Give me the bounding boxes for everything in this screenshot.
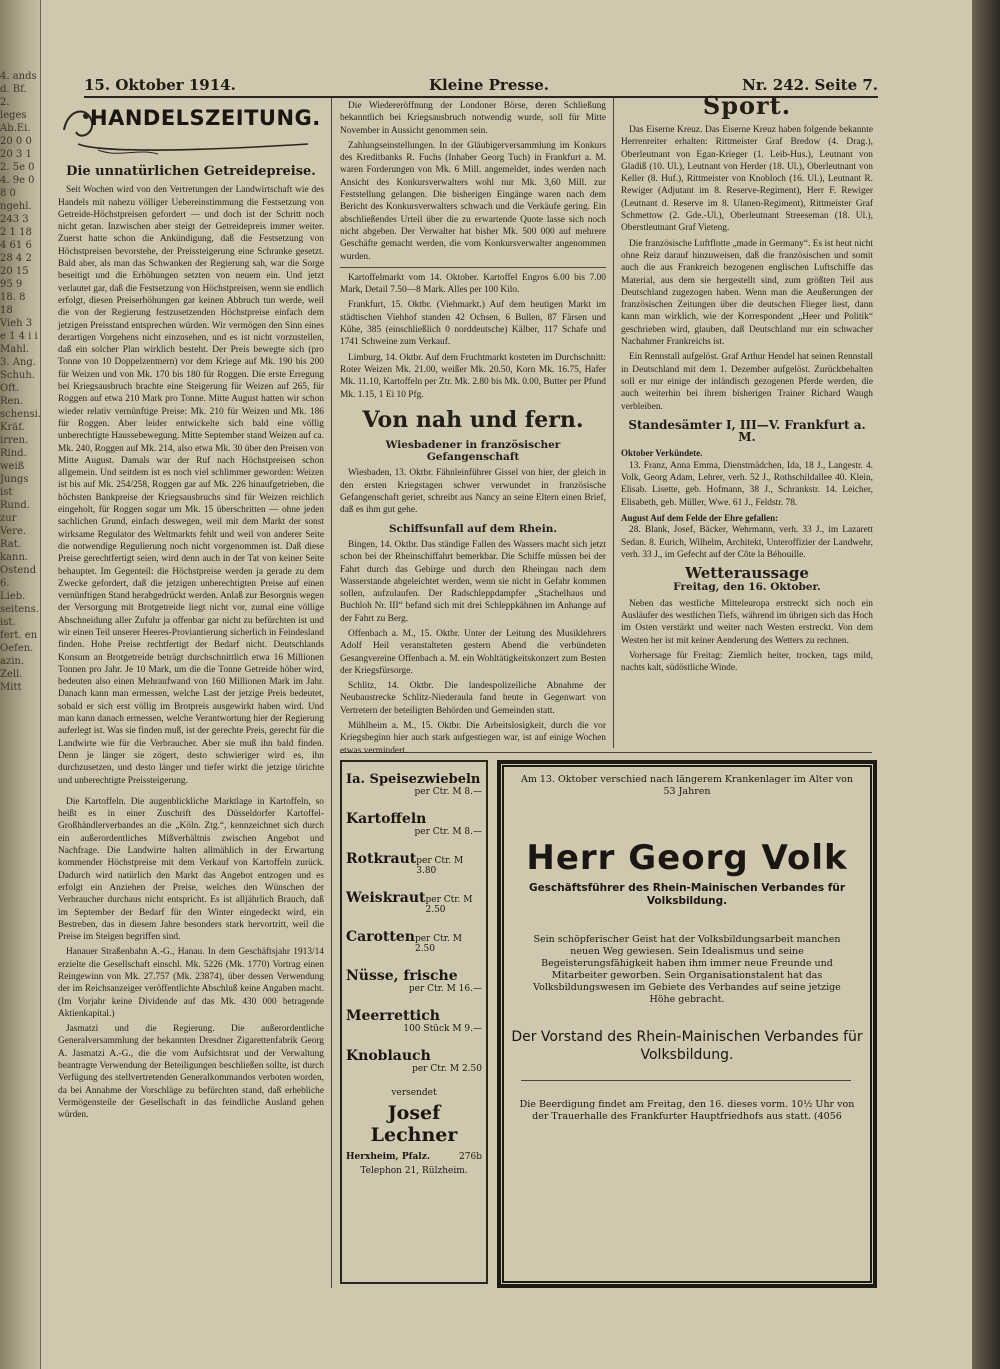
seller-address: Herxheim, Pfalz. 276b (346, 1152, 482, 1162)
article-paragraph: Schlitz, 14. Oktbr. Die landespolizeiliche Abnahme der Neubaustrecke Schlitz-Niederaula fand heute in Gegenwart von Vertretern der beteiligten Behörden und Gemeinden statt. (340, 681, 606, 716)
notice-signature: Der Vorstand des Rhein-Mainischen Verbandes für Volksbildung. (511, 1029, 863, 1063)
ad-item: Nüsse, frische (346, 968, 458, 984)
article-paragraph: Offenbach a. M., 15. Oktbr. Unter der Leitung des Musiklehrers Adolf Heil veranstalteten gestern Abend die verbündeten Gesangvereine Offenbach a. M. ein Wohltätigkeitskonzert zum Besten der Kriegsfürsorge. (340, 628, 606, 676)
deceased-role: Geschäftsführer des Rhein-Mainischen Verbandes für Volksbildung. (528, 882, 846, 907)
ad-item-price: per Ctr. M 16.— (408, 984, 482, 994)
ad-item: Knoblauch (346, 1048, 431, 1064)
produce-advertisement (340, 760, 488, 1284)
ad-item: Kartoffeln (346, 811, 427, 827)
seller-phone: Telephon 21, Rülzheim. (360, 1166, 468, 1176)
list-subheading: August Auf dem Felde der Ehre gefallen: (621, 512, 779, 523)
notice-text: Sein schöpferischer Geist hat der Volksbildungsarbeit manchen neuen Weg gewiesen. Sein Idealismus und seine Begeisterungsfähigkeit haben ihm immer neue Freunde und Mitarbeiter geworben. Sein Organisationstalent hat das Volksbildungswesen im Gebiete des Verbandes auf seine jetzige Höhe gebracht. (533, 934, 841, 1005)
article-paragraph: Limburg, 14. Oktbr. Auf dem Fruchtmarkt kosteten im Durchschnitt: Roter Weizen Mk. 21.00, weißer Mk. 20.50, Korn Mk. 16.75, Hafer Mk. 11.10, Kartoffeln per Ztr. Mk. 2.80 bis Mk. 0.00, Butter per Pfund Mk. 1.15, 1 Ei 10 Pfg. (340, 352, 606, 400)
article-paragraph: Bingen, 14. Oktbr. Das ständige Fallen des Wassers macht sich jetzt schon bei der Rheinschiffahrt bemerkbar. Die Schiffe müssen bei der Fahrt durch das Gebirge und durch den Rheingau nach dem Wasserstande abgeleichtet werden, wenn sie nicht in Gefahr kommen sollen, aufzulaufen. Der Radschleppdampfer „Stachelhaus und Buchloh Nr. III“ befand sich mit drei Schleppkähnen im Anhange auf der Fahrt zu Berg. (340, 539, 606, 624)
article-paragraph: Wiesbaden, 13. Oktbr. Fähnleinführer Gissel von hier, der gleich in den ersten Kriegstagen schwer verwundet in französische Gefangenschaft geriet, schreibt aus Nancy an seine Eltern einen Brief, daß es ihm gut gehe. (340, 468, 606, 516)
handelszeitung-banner (58, 100, 324, 160)
article-paragraph: Die französische Luftflotte „made in Germany“. Es ist heut nicht ohne Reiz darauf hinzuweisen, daß die französischen und somit auch die aus Frankreich bezogenen englischen Luftschiffe das Material, aus dem sie hergestellt sind, zum größten Teil aus Deutschland zugezogen haben. Wenn man die Aeußerungen der französischen Zeitungen über die deutschen Flieger liest, dann kann man wirklich, wie der Korrespondent „Heer und Politik“ geschrieben wird, glauben, daß Deutschland nur ein schwacher Nachahmer Frankreichs ist. (621, 238, 873, 348)
death-notice (497, 760, 877, 1288)
column-rule (613, 98, 614, 748)
article-headline: Die unnatürlichen Getreidepreise. (66, 164, 316, 179)
funeral-info: Die Beerdigung findet am Freitag, den 16. dieses vorm. 10½ Uhr von der Trauerhalle des Frankfurter Hauptfriedhofs aus statt. (4056 (519, 1099, 855, 1122)
article-paragraph: Die Kartoffeln. Die augenblickliche Marktlage in Kartoffeln, so heißt es in einer Zuschrift des Düsseldorfer Kartoffel-Großhändlerverbandes an die „Köln. Ztg.“, kennzeichnet sich durch ein außerordentliches Mißverhältnis zwischen Angebot und Nachfrage. Die Landwirte halten allmählich in der Erwartung kommender Höchstpreise mit dem Verkauf von Kartoffeln zurück. Dadurch wird natürlich den Markt das Angebot entzogen und es erfolgt ein Anziehen der Preise, welches den Wünschen der Verbraucher durchaus nicht entspricht. Es ist alljährlich Brauch, daß im September der Bedarf für den Winter eingedeckt wird, ein Bestreben, das in diesem Jahre besonders stark hervortritt, weil die Preise im Steigen begriffen sind. (58, 796, 324, 943)
article-paragraph: Zahlungseinstellungen. In der Gläubigerversammlung im Konkurs des Kreditbanks R. Fuchs (Inhaber Georg Tuch) in Frankfurt a. M. waren Forderungen von Mk. 6 Mill. angemeldet, indes werden nach Ansicht des Konkursverwalters wohl nur Mk. 3,60 Mill. zur Feststellung gelangen. Die bisherigen Eingänge waren nach dem Bericht des Konkursverwalters schwach und die Verkäufe gering. Ein abschließendes Urteil über die zu erwartende Quote lasse sich noch nicht abgeben. Der Verwalter hat bisher Mk. 500 000 auf mehrere Geschäfte gemacht werden, die vom Konkursverwalter angenommen wurden. (340, 140, 606, 262)
ad-item-price: per Ctr. M 2.50 (412, 1064, 482, 1074)
header-paper-name: Kleine Presse. (429, 76, 550, 94)
article-paragraph: Hanauer Straßenbahn A.-G., Hanau. In dem Geschäftsjahr 1913/14 erzielte die Gesellschaft einschl. Mk. 5226 (Mk. 1770) Vortrag einen Reingewinn von Mk. 27.757 (Mk. 23874), über dessen Verwendung der im Reichsanzeiger veröffentlichte Abschluß keine Angaben macht. (Im Vorjahr keine Dividende auf das Mk. 430 000 betragende Aktienkapital.) (58, 947, 324, 1019)
page-edge-shadow (972, 0, 1000, 1369)
notice-divider (521, 1080, 851, 1081)
list-item: 13. Franz, Anna Emma, Dienstmädchen, Ida, 18 J., Langestr. 4. Volk, Georg Adam, Lehrer, verh. 52 J., Rothschildallee 40. Klein, Elisab. Lisette, geb. Hofmann, 38 J., Schrankstr. 14. Leicher, Elisabeth, geb. Müller, Wwe. 61 J., Feldstr. 78. (621, 460, 873, 508)
seller-name: Josef Lechner (370, 1102, 458, 1146)
header-issue: Nr. 242. Seite 7. (742, 76, 878, 94)
list-subheading: Oktober Verkündete. (621, 448, 703, 459)
section-heading: Von nah und fern. (362, 406, 584, 433)
item-name: Ia. Speisezwiebeln (346, 772, 481, 787)
article-paragraph: Neben das westliche Mitteleuropa erstreckt sich noch ein Ausläufer des westlichen Tiefs, während im übrigen sich das Hoch im Osten verstärkt und weiter nach Westen erstreckt. Von dem Westen her ist mit keiner Aenderung des Wetters zu rechnen. (621, 598, 873, 646)
previous-page-column: 4. ands d. Bf. 2. leges Ab.Ei. 20 0 0 20 3 1 2. 5e 0 4. 9e 0 8 0 ngehl. 243 3 2 1 18 4 61 6 28 4 2 20 15 95 9 18. 8 18 Vieh 3 e 1 4 i i Mahl. 3. Ang. Schuh. Oft. Ren. schensi. Kräf. irren. Rind. weiß Jungs ist Rund. zur Vere. Rat. kann. Ostend 6. Lieb. seitens. ist. fert. en Oefen. azin. Zell. Mitt (0, 71, 42, 693)
article-paragraph: Die Wiedereröffnung der Londoner Börse, deren Schließung bekanntlich bei Kriegsausbruch notwendig wurde, soll für Mitte November in Aussicht genommen sein. (340, 101, 606, 136)
article-paragraph: Ein Rennstall aufgelöst. Graf Arthur Hendel hat seinen Rennstall in Deutschland mit dem 1. Dezember aufgelöst. Zurückbehalten soll er nur einige der inländisch gezogenen Pferde werden, die auch weiterhin bei ihrem bisherigen Trainer Richard Waugh verbleiben. (621, 352, 873, 412)
article-headline: Wiesbadener in französischer Gefangenschaft (385, 438, 561, 464)
weather-heading: Wetteraussage (685, 564, 809, 583)
ad-item (342, 772, 486, 787)
notice-intro: Am 13. Oktober verschied nach längerem Krankenlager im Alter von 53 Jahren (521, 774, 853, 797)
article-headline: Standesämter I, III—V. Frankfurt a. M. (628, 417, 866, 445)
ad-item: Weiskraut per Ctr. M 2.50 (346, 890, 473, 915)
middle-column (340, 100, 606, 756)
weather-date: Freitag, den 16. Oktober. (673, 581, 821, 594)
section-title: HANDELSZEITUNG. (90, 106, 321, 130)
ad-item-price: 100 Stück M 9.— (403, 1024, 482, 1034)
article-paragraph: Frankfurt, 15. Oktbr. (Viehmarkt.) Auf dem heutigen Markt im städtischen Viehhof standen 42 Ochsen, 6 Bullen, 87 Färsen und Kühe, 385 (einschließlich 0 norddeutsche) Kälber, 117 Schafe und 1741 Schweine zum Verkauf. (340, 300, 606, 348)
ad-item-price: per Ctr. M 8.— (414, 827, 482, 837)
article-paragraph: Mühlheim a. M., 15. Oktbr. Die Arbeitslosigkeit, durch die vor Kriegsbeginn hier auch stark aufgestiegen war, ist auf einige Wochen etwas vermindert. (340, 721, 606, 756)
article-headline: Schiffsunfall auf dem Rhein. (388, 522, 558, 535)
ad-versendet: versendet (391, 1088, 437, 1098)
deceased-name: Herr Georg Volk (526, 838, 848, 878)
right-column (621, 92, 873, 748)
left-column (58, 162, 324, 1342)
list-item: 28. Blank, Josef, Bäcker, Wehrmann, verh. 33 J., im Lazarett Sedan. 8. Eurich, Wilhelm, Architekt, Unteroffizier der Landwehr, verh. 33 J., im Gefecht auf der Côte la Béhouille. (621, 525, 873, 560)
ad-item: Meerrettich (346, 1008, 440, 1024)
header-date: 15. Oktober 1914. (84, 76, 236, 94)
section-heading: Sport. (702, 91, 792, 120)
column-rule (331, 98, 332, 1288)
ad-item-price: per Ctr. M 8.— (414, 787, 482, 797)
article-paragraph: Seit Wochen wird von den Vertretungen der Landwirtschaft wie des Handels mit nahezu völliger Uebereinstimmung die Festsetzung von Getreide-Höchstpreisen gefordert — und doch ist der Schritt noch nicht getan. Inzwischen aber steigt der Getreidepreis immer weiter. Zuerst hatte schon die Ankündigung, daß die Festsetzung von Höchstpreisen bevorstehe, der Preissteigerung eine Schranke gesetzt. Bald aber, als man das Schwanken der Regierung sah, war die Sorge beseitigt und die Erhöhungen setzten von neuem ein. Und jetzt verlautet gar, daß die Festsetzung von Höchstpreisen, wenn sie endlich erfolgt, diesen Preiserhöhungen gar keinen Abbruch tun werde, weil die von der Regierung festzusetzenden Höchstpreise einfach dem jetzigen Preisstand entsprechen würden. Wir vermögen den Sinn eines derartigen Vorgehens nicht einzusehen, und es ist nicht vorzustellen, daß ein solcher Plan wirklich besteht. Der Preis bewegte sich (pro Tonne von 10 Doppelzentnern) vor dem Kriege auf Mk. 190 bis 200 für Weizen und von Mk. 170 bis 180 für Roggen. Die erste Erregung bei Kriegsausbruch brachte eine Steigerung für Weizen auf 265, für Roggen auf etwa 210 Mark pro Tonne. Mitte August hatten wir schon wieder relativ vernünftige Preise: Mk. 210 für Weizen und Mk. 186 für Roggen. Aber leider entwickelte sich bald eine völlig unberechtigte Haussebewegung. Mitte September stand Weizen auf ca. Mk. 240, Roggen auf Mk. 214, also etwa Mk. 30 über den Preisen von Mitte August. Damals war der Ruf nach Höchstpreisen schon allgemein. Und seitdem ist es noch viel schlimmer geworden: Weizen ist bis auf Mk. 254/258, Roggen gar auf Mk. 226 hinaufgetrieben, die höchsten Bankpreise der Kriegsausbruchs sind für Weizen reichlich eingeholt, für Roggen sogar um Mk. 15 überschritten — ohne jeden sachlichen Grund, einfach deswegen, weil mit dem Markt der sonst wirksame Regulator des Weltmarkts fehlt und weil von anderer Seite die notwendige Regulierung noch nicht vorgenommen ist. Daß diese Preise gerechtfertigt seien, wird denn auch in der Tat von keiner Seite behauptet. Im Gegenteil: die Höchstpreise werden ja gerade zu dem Zwecke gefordert, daß die jetzigen unberechtigten Preise auf einen vernünftigen Stand herabgedrückt werden. Anlaß zur Besorgnis wegen der Versorgung mit Brotgetreide liegt nicht vor, zumal eine völlige Abschneidung aller Zufuhr ja offenbar gar nicht zu befürchten ist und wir einen Teil unserer Heeres-Proviantierung sicherlich in Feindesland finden. Hohe Preise rechtfertigt der Bedarf nicht. Deutschlands Konsum an Brotgetreide beträgt durchschnittlich etwa 16 Millionen Tonnen pro Jahr. Je 10 Mark, um die die Tonne Getreide höher wird, bedeuten also einen Mehraufwand von 160 Millionen Mark im Jahr. Danach kann man ermessen, welche Last der jetzige Preis bedeutet, sobald er sich erst völlig im Brotpreis ausgewirkt haben wird. Und man kann danach ermessen, welche Verantwortung hier der Regierung auferlegt ist. Was sie finden muß, ist der gerechte Preis, gerecht für die Landwirte wie für die Verbraucher. Aber sie muß ihn bald finden. Denn je länger sie zögert, desto schwieriger wird es, ihn durchzusetzen, und desto länger und tiefer wirkt die jetzige törichte und unberechtigte Preissteigerung. (58, 185, 324, 786)
article-paragraph: Jasmatzi und die Regierung. Die außerordentliche Generalversammlung der bekannten Dresdner Zigarettenfabrik Georg A. Jasmatzi A.-G., die die vom Aufsichtsrat und der Verwaltung beantragte Verwendung der Beteiligungen beschließen sollte, ist durch Verfügung des stellvertretenden Generalkommandos verboten worden, da bei Annahme der Vorschläge zu befürchten stand, daß erhebliche Vermögensteile der Gesellschaft in das feindliche Ausland gehen würden. (58, 1024, 324, 1121)
ad-item: Rotkraut per Ctr. M 3.80 (346, 851, 464, 876)
article-paragraph: Kartoffelmarkt vom 14. Oktober. Kartoffel Engros 6.00 bis 7.00 Mark, Detail 7.50—8 Mark. Alles per 100 Kilo. (340, 272, 606, 296)
article-paragraph: Vorhersage für Freitag: Ziemlich heiter, trocken, tags mild, nachts kalt, südöstliche Winde. (621, 650, 873, 674)
ad-item: Carotten per Ctr. M 2.50 (346, 929, 462, 954)
article-paragraph: Das Eiserne Kreuz. Das Eiserne Kreuz haben folgende bekannte Herrenreiter erhalten: Rittmeister Graf Bredow (4. Drag.), Oberleutnant von Egan-Krieger (1. Leib-Hus.), Leutnant von Gladiß (10. Ul.), Leutnant von Herder (18. Ul.), Oberleutnant von Keller (8. Huf.), Rittmeister von Knobloch (16. Ul.), Leutnant R. Rewiger (Adjutant im 8. Reserve-Regiment), Herr F. Rewiger (Leutnant d. Reserve im 8. Ulanen-Regiment), Rittmeister Graf Schmettow (2. Gde.-Ul.), Oberleutnant Streeseman (18. Ul.), Oberstleutnant Graf Vieteng. (621, 125, 873, 234)
